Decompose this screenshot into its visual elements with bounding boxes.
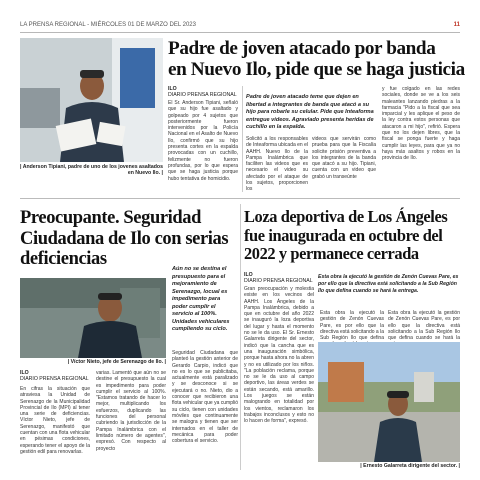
article1-caption: | Anderson Tipiani, padre de uno de los jovenes asaltados en Nuevo Ilo. |	[20, 164, 163, 176]
article1-photo	[20, 38, 163, 162]
article1-byline-city: ILO	[168, 86, 177, 92]
article1-title-line2: en Nuevo Ilo, pide que se haga justicia	[168, 59, 465, 80]
article1-title-line1: Padre de joven atacado por banda	[168, 38, 436, 59]
article1-deck: Padre de joven atacado teme que dejen en libertad a integrantes de banda que atacó a su hijo para robarle su celular. Pide que Inteaforma entregue videos. Agraviado presenta heridas de cuchillo en la espalda.	[246, 94, 374, 130]
article2-byline-city: ILO	[20, 370, 29, 376]
article3-photo	[318, 342, 460, 462]
article3-byline-city: ILO	[244, 272, 253, 278]
man-with-documents-illustration	[20, 38, 163, 162]
article2-col3: Seguridad Ciudadana que planteó la gestión anterior de Gerardo Carpio, indicó que no es lo que se publicitaba, actualmente está paralizado y se desconoce si se ejecutará o no. Nieto, dio a conocer que recibieron una flota vehicular que ya cumplió su ciclo, tienen con unidades móviles que continuamente se malogra y tienen que ser internados en el taller de mecánica para poder cobertura el servicio.	[172, 350, 238, 445]
article3-title: Loza deportiva de Los Ángeles fue inaugurada en octubre del 2022 y permanece cerrada	[244, 207, 448, 263]
article2-col1: En cifras la situación que atraviesa la Unidad de Serenazgo de la Municipalidad Provincial de Ilo (MPI) al tener una serie de deficiencias. Víctor Nieto, jefe de Serenazgo, manifestó que cuentan con una flota vehicular en pésimas condiciones, esperando tener el apoyo de la gestión edil para renovarlas.	[20, 386, 90, 455]
article1-col1: El Sr. Anderson Tipiani, señaló que su hijo fue asaltado y golpeado por 4 sujetos que posteriormente fueron intervenidos por la Policía Nacional en el Asalto de Nuevo Ilo, confirmó que su hijo presenta cortes en la espalda provocadas con un cuchillo, felizmente no fueron profundas, por lo que espera que se haga justicia porque hubo tentativa de homicidio.	[168, 100, 238, 182]
article3-col1: Gran preocupación y molestia existe en los vecinos del AAHH. Los Ángeles de la Pampa Inalámbrica, debido a que en octubre del año 2022 se inauguró la loza deportiva del lugar y hasta el momento no se le da uso. El Sr. Ernesto Galarreta dirigente del sector, indicó que la cancha que es una inauguración simbólica, porque hasta ahora no la abren y no es utilizado por los niños. "La población reclama, porque no se le da uso al campo deportivo, las áreas verdes se están secando, está amarillo. Los juegos se están malogrando en totalidad por los vientos, reclamaron los trabajos inconclusos y esto no lo hacen de forma", expresó.	[244, 286, 314, 425]
header-text: LA PRENSA REGIONAL - MIÉRCOLES 01 DE MARZO DEL 2023	[20, 22, 196, 28]
article1-col4: y fue colgado en las redes sociales, donde se ve a los seis maleantes lanzando piedras a la farmacia "Pido a la fiscal que sea imparcial y les aplique el peso de la ley contra estos personas que atacaron a mi hijo", refirió. Espera que no los dejen libres, que la fiscal se ponga fuerte y haga cumplir las leyes, para que ya no haya más asaltos y robos en la provincia de Ilo.	[382, 86, 460, 162]
section-divider	[20, 198, 460, 199]
article2-pullquote: Aún no se destina el presupuesto para el mejoramiento de Serenazgo, locual es impedimento para poder cumplir el servicio al 100%. Unidades vehiculares cumpliendo su ciclo.	[172, 266, 230, 332]
article1-title	[168, 38, 465, 82]
article3-caption: | Ernesto Galarreta dirigente del sector. |	[360, 463, 460, 469]
article2-photo	[20, 278, 166, 358]
article2-caption: | Víctor Nieto, jefe de Serenazgo de Ilo. |	[67, 359, 166, 365]
column-divider	[240, 204, 241, 470]
article1-col3: videos que servirán como prueba para que la Fiscalía solicite prisión preventiva a los integrantes de la banda que atacó a su hijo. Tipiani, cuenta con un video que grabó un transeúnte	[312, 136, 376, 180]
article3-col3: Esta obra la ejecutó la gestión de Zenón Cuevas Pare, es por ello que la directiva está solicitando a la Sub Región Ilo que defina cuando se hará la	[388, 310, 460, 342]
page-header	[20, 22, 460, 33]
article3-byline	[244, 272, 314, 284]
article3-deck: Esta obra la ejecutó la gestión de Zenón Cuevas Pare, es por ello que la directiva está solicitando a la Sub Región Ilo que defina cuando se hará la entrega.	[318, 274, 459, 294]
sports-court-illustration	[318, 342, 460, 462]
article1-col2: Solicitó a los responsables de Inteaforma ubicada en el AAHH. Nuevo Ilo de la Pampa Inalámbrica que faciliten las videos que es necesario el video su afectado por el ataque de los sujetos, proporcionen los	[246, 136, 308, 193]
article2-title: Preocupante. Seguridad Ciudadana de Ilo con serias deficiencias	[20, 208, 229, 269]
article3-byline-source: DIARIO PRENSA REGIONAL	[244, 278, 313, 284]
article1-byline	[168, 86, 238, 98]
article1-byline-source: DIARIO PRENSA REGIONAL	[168, 92, 237, 98]
article3-col2: Esta obra la ejecutó la gestión de Zenón Cuevas Pare, es por ello que la directiva está solicitando a la Sub Región Ilo que defina	[320, 310, 384, 342]
article2-byline-source: DIARIO PRENSA REGIONAL	[20, 376, 89, 382]
article2-col2: varias. Lamentó que aún no se destine el presupuesto la cual es impedimento para poder cumplir el servicio al 100%. "Estamos tratando de hacer lo mejor, multiplicando los esfuerzos, duplicando las funciones del personal cubriendo la jurisdicción de la Pampa Inalámbrica con el limitado número de agentes", expresó. Con respecto al proyecto	[96, 370, 166, 452]
article1-divider	[242, 86, 243, 192]
page-number: 11	[453, 22, 460, 28]
serenazgo-chief-illustration	[20, 278, 166, 358]
article2-byline	[20, 370, 90, 382]
